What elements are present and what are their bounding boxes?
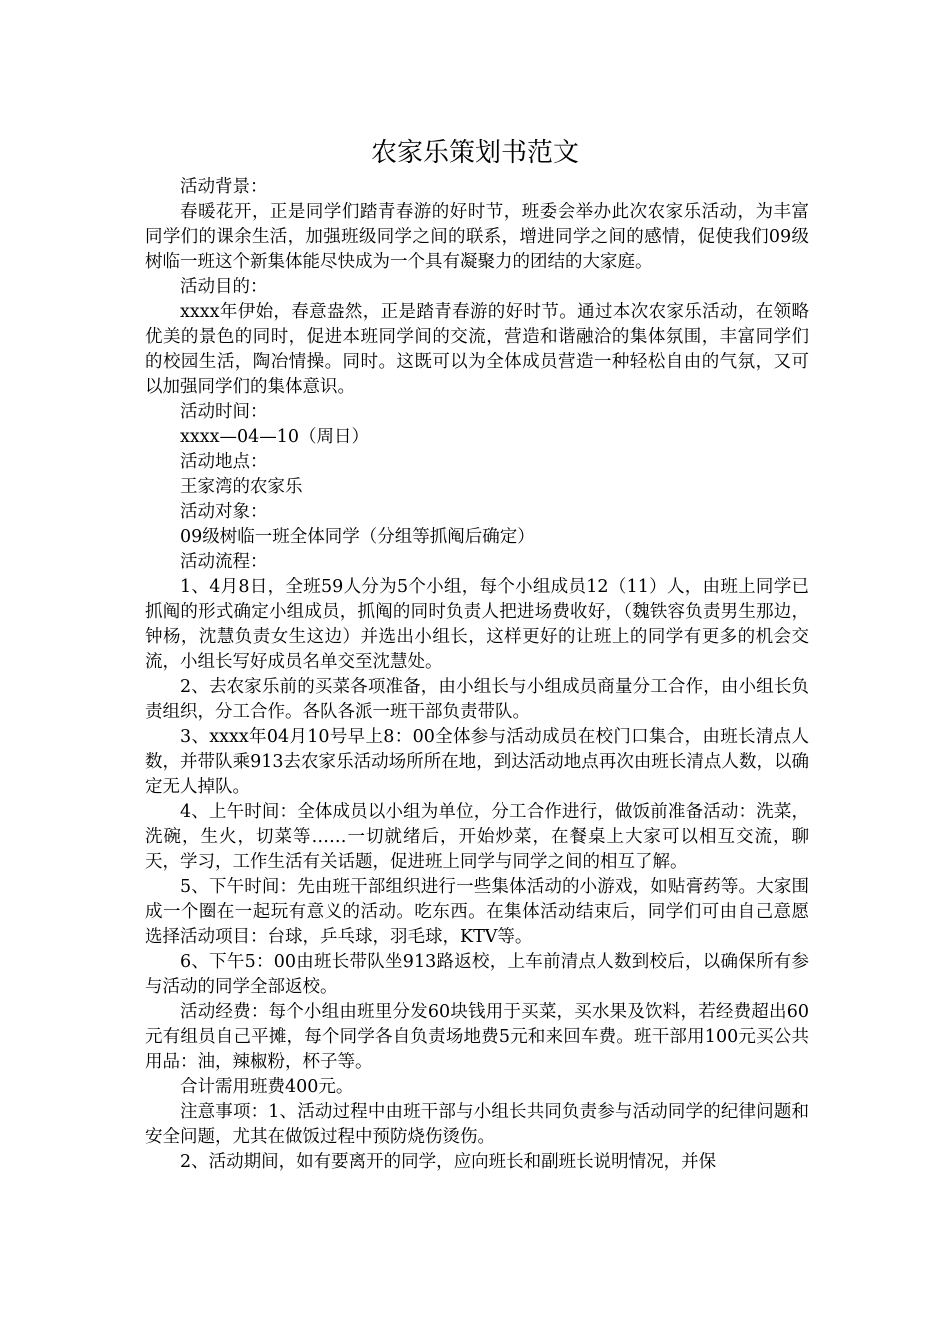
paragraph: 活动时间： — [180, 402, 268, 422]
paragraph: 活动背景： — [180, 177, 268, 197]
document-body — [145, 175, 809, 1175]
paragraph: 合计需用班费400元。 — [180, 1077, 354, 1097]
document-title: 农家乐策划书范文 — [370, 138, 579, 168]
paragraph: xxxx—04—10（周日） — [180, 427, 370, 447]
paragraph: 活动对象： — [180, 502, 268, 522]
paragraph: xxxx年伊始，春意盎然，正是踏青春游的好时节。通过本次农家乐活动，在领略优美的景色的同时，促进本班同学间的交流，营造和谐融洽的集体氛围，丰富同学们的校园生活，陶冶情操。同时。这既可以为全体成员营造一种轻松自由的气氛，又可以加强同学们的集体意识。 — [145, 302, 809, 397]
paragraph: 1、4月8日，全班59人分为5个小组，每个小组成员12（11）人，由班上同学已抓阄的形式确定小组成员，抓阄的同时负责人把进场费收好，（魏铁容负责男生那边，钟杨，沈慧负责女生这边）并选出小组长，这样更好的让班上的同学有更多的机会交流，小组长写好成员名单交至沈慧处。 — [145, 577, 809, 672]
paragraph: 4、上午时间：全体成员以小组为单位，分工合作进行，做饭前准备活动：洗菜，洗碗，生火，切菜等……一切就绪后，开始炒菜，在餐桌上大家可以相互交流，聊天，学习，工作生活有关话题，促进班上同学与同学之间的相互了解。 — [145, 802, 809, 872]
paragraph: 5、下午时间：先由班干部组织进行一些集体活动的小游戏，如贴膏药等。大家围成一个圈在一起玩有意义的活动。吃东西。在集体活动结束后，同学们可由自己意愿选择活动项目：台球，乒乓球，羽毛球，KTV等。 — [145, 877, 809, 947]
paragraph: 活动目的： — [180, 277, 268, 297]
paragraph: 09级树临一班全体同学（分组等抓阄后确定） — [180, 527, 535, 547]
paragraph: 6、下午5：00由班长带队坐913路返校，上车前清点人数到校后，以确保所有参与活动的同学全部返校。 — [145, 952, 809, 997]
paragraph: 2、活动期间，如有要离开的同学，应向班长和副班长说明情况，并保 — [180, 1152, 717, 1172]
paragraph: 活动地点： — [180, 452, 268, 472]
paragraph: 3、xxxx年04月10号早上8：00全体参与活动成员在校门口集合，由班长清点人数，并带队乘913去农家乐活动场所所在地，到达活动地点再次由班长清点人数，以确定无人掉队。 — [145, 727, 809, 797]
paragraph: 活动经费：每个小组由班里分发60块钱用于买菜，买水果及饮料，若经费超出60元有组员自己平摊，每个同学各自负责场地费5元和来回车费。班干部用100元买公共用品：油，辣椒粉，杯子等。 — [145, 1002, 809, 1072]
paragraph: 2、去农家乐前的买菜各项准备，由小组长与小组成员商量分工合作，由小组长负责组织，分工合作。各队各派一班干部负责带队。 — [145, 677, 809, 722]
paragraph: 注意事项：1、活动过程中由班干部与小组长共同负责参与活动同学的纪律问题和安全问题，尤其在做饭过程中预防烧伤烫伤。 — [145, 1102, 809, 1147]
paragraph: 活动流程： — [180, 552, 268, 572]
paragraph: 春暖花开，正是同学们踏青春游的好时节，班委会举办此次农家乐活动，为丰富同学们的课余生活，加强班级同学之间的联系，增进同学之间的感情，促使我们09级树临一班这个新集体能尽快成为一个具有凝聚力的团结的大家庭。 — [145, 202, 809, 272]
paragraph: 王家湾的农家乐 — [180, 477, 303, 497]
